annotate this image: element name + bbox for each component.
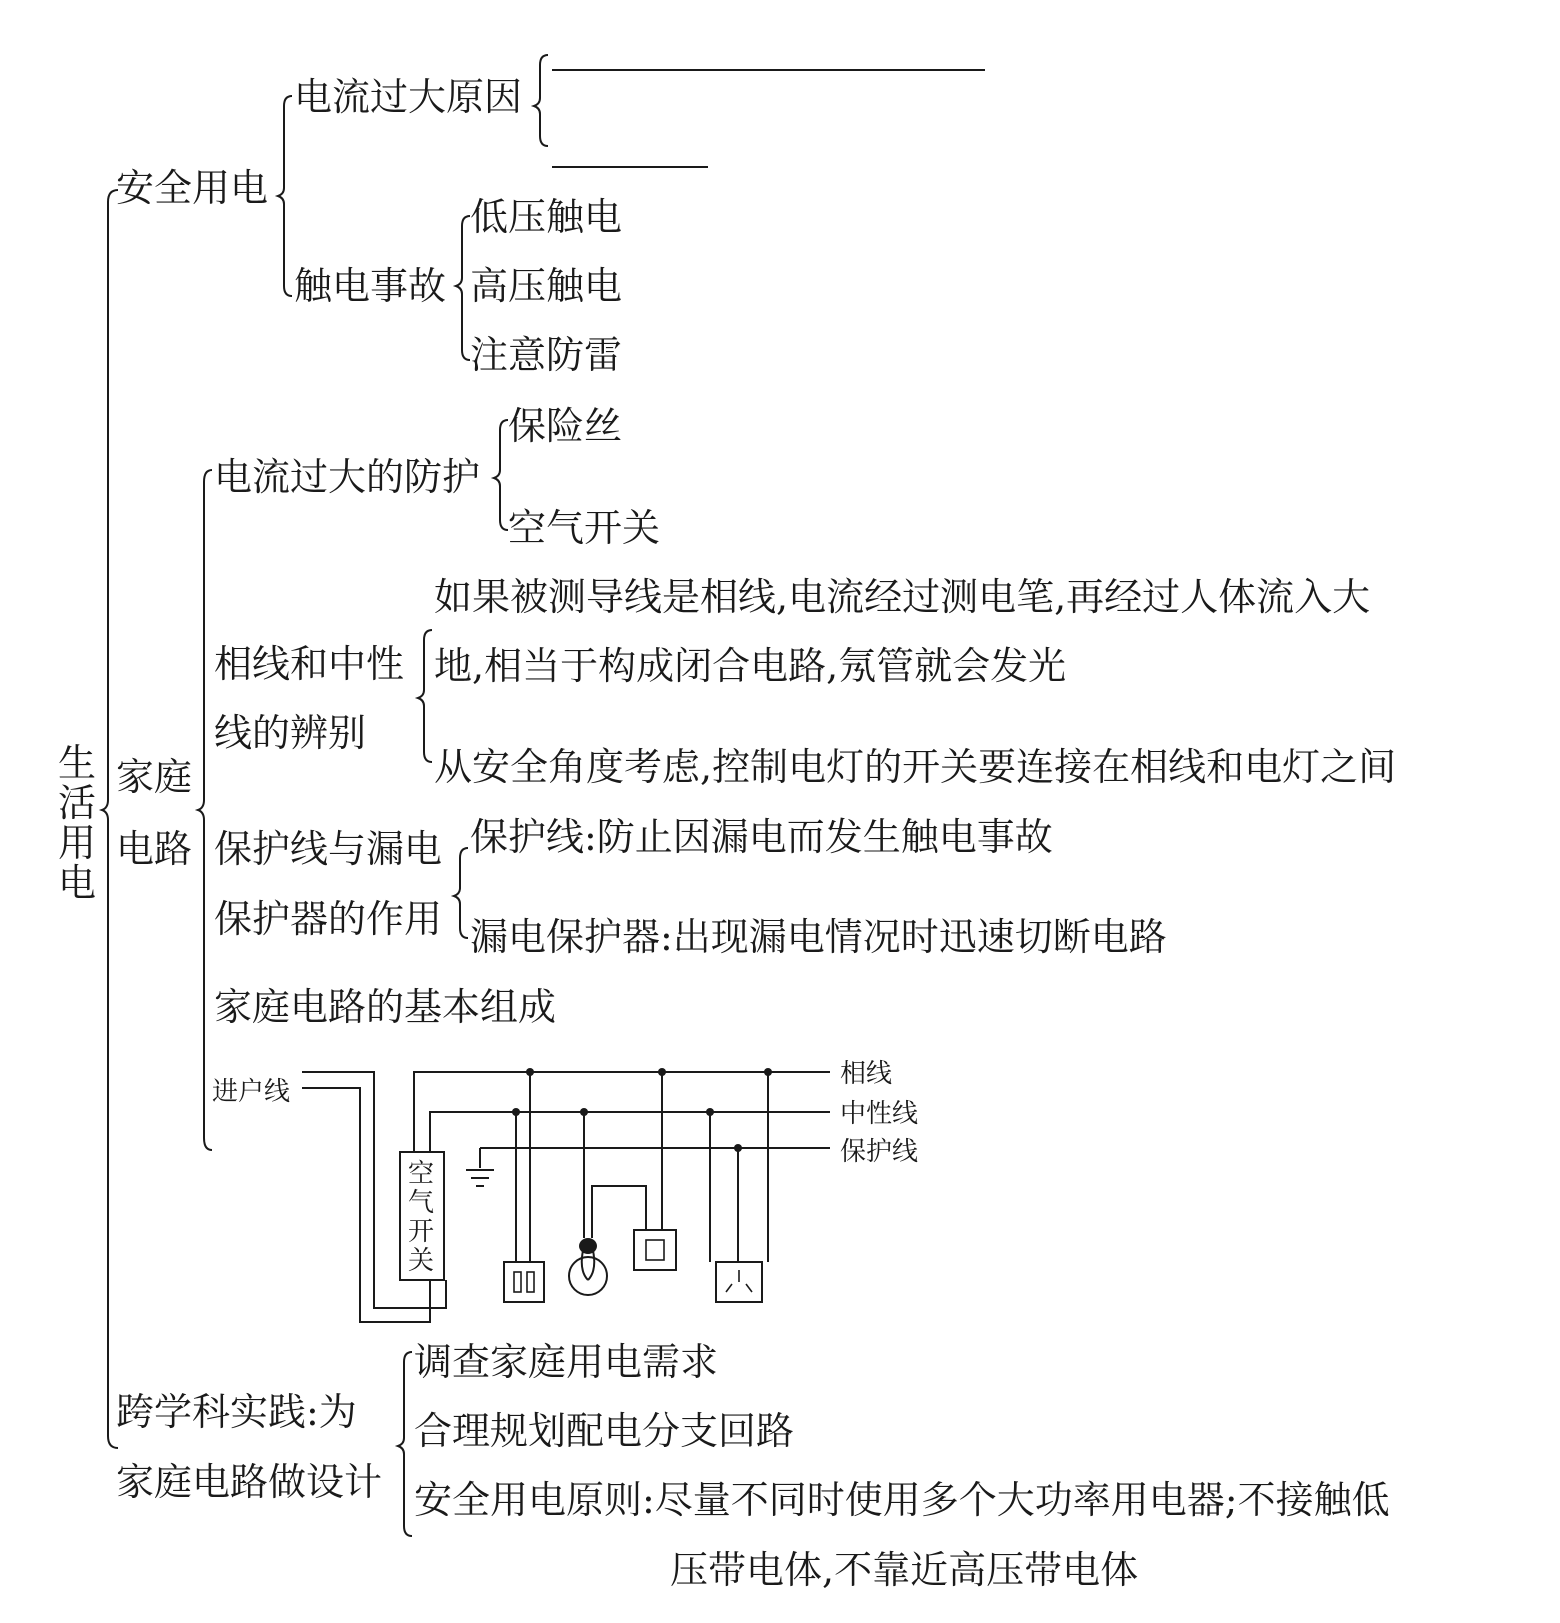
overcurrent-causes-label: 电流过大原因 — [294, 75, 523, 119]
lamp-bulb-icon — [569, 1257, 607, 1295]
two-pin-socket-slot — [514, 1272, 521, 1292]
three-pin-socket-slot — [746, 1284, 752, 1292]
earth-label: 保护线 — [840, 1137, 919, 1167]
lamp-cap — [579, 1238, 597, 1254]
root-char-2: 活 — [58, 781, 97, 825]
home-brace — [198, 470, 212, 1150]
protection-brace — [494, 420, 508, 530]
junction-dot — [764, 1068, 772, 1076]
practice-brace — [398, 1352, 412, 1536]
identify-label-line1: 相线和中性 — [214, 642, 405, 686]
guard-label-line1: 保护线与漏电 — [214, 827, 443, 871]
lamp-switch-rocker — [646, 1240, 664, 1260]
overcurrent-causes-brace — [534, 55, 548, 146]
junction-dot — [526, 1068, 534, 1076]
protection-label: 电流过大的防护 — [214, 455, 481, 499]
shock-brace — [456, 216, 470, 360]
guard-point1: 保护线:防止因漏电而发生触电事故 — [470, 815, 1053, 859]
two-pin-socket — [504, 1262, 544, 1302]
home-title-line2: 电路 — [116, 827, 193, 871]
three-pin-socket-slot — [726, 1284, 732, 1292]
breaker-to-neutral — [430, 1112, 830, 1152]
live-label: 相线 — [840, 1059, 893, 1089]
junction-dot — [734, 1144, 742, 1152]
root-char-4: 电 — [58, 861, 97, 905]
identify-brace — [418, 630, 432, 762]
shock-label: 触电事故 — [294, 264, 447, 308]
incoming-line-label: 进户线 — [212, 1077, 291, 1107]
breaker-char-2: 气 — [408, 1188, 435, 1218]
identify-point1-line2: 地,相当于构成闭合电路,氖管就会发光 — [434, 644, 1067, 688]
breaker-char-1: 空 — [408, 1159, 435, 1189]
protection-item-fuse: 保险丝 — [508, 404, 623, 448]
home-title-line1: 家庭 — [116, 755, 193, 799]
guard-label-line2: 保护器的作用 — [214, 897, 443, 941]
practice-label-line1: 跨学科实践:为 — [116, 1390, 357, 1434]
practice-item-survey: 调查家庭用电需求 — [414, 1340, 719, 1384]
shock-item-lightning: 注意防雷 — [470, 333, 623, 377]
identify-point2: 从安全角度考虑,控制电灯的开关要连接在相线和电灯之间 — [434, 745, 1397, 789]
junction-dot — [658, 1068, 666, 1076]
root-char-1: 生 — [58, 741, 97, 785]
junction-dot — [512, 1108, 520, 1116]
junction-dot — [706, 1108, 714, 1116]
practice-label-line2: 家庭电路做设计 — [116, 1460, 383, 1504]
shock-item-high: 高压触电 — [470, 264, 623, 308]
identify-point1-line1: 如果被测导线是相线,电流经过测电笔,再经过人体流入大 — [434, 575, 1371, 619]
composition-label: 家庭电路的基本组成 — [214, 985, 557, 1029]
root-char-3: 用 — [58, 821, 97, 865]
guard-brace — [454, 848, 468, 938]
neutral-label: 中性线 — [840, 1099, 919, 1129]
lamp-switch — [634, 1230, 676, 1270]
junction-dot — [580, 1108, 588, 1116]
root-label — [58, 741, 96, 905]
safety-brace — [278, 96, 292, 296]
practice-item-plan: 合理规划配电分支回路 — [414, 1409, 795, 1453]
safety-title: 安全用电 — [116, 166, 269, 210]
circuit-diagram — [212, 1059, 918, 1322]
identify-label-line2: 线的辨别 — [214, 711, 367, 755]
breaker-char-3: 开 — [408, 1217, 435, 1247]
shock-item-low: 低压触电 — [470, 195, 623, 239]
guard-point2: 漏电保护器:出现漏电情况时迅速切断电路 — [470, 915, 1167, 959]
practice-principle-line2: 压带电体,不靠近高压带电体 — [670, 1548, 1139, 1592]
protection-item-breaker: 空气开关 — [508, 506, 661, 550]
root-brace — [102, 190, 118, 1448]
practice-principle-line1: 安全用电原则:尽量不同时使用多个大功率用电器;不接触低 — [414, 1478, 1390, 1522]
two-pin-socket-slot — [527, 1272, 534, 1292]
breaker-char-4: 关 — [408, 1246, 435, 1276]
